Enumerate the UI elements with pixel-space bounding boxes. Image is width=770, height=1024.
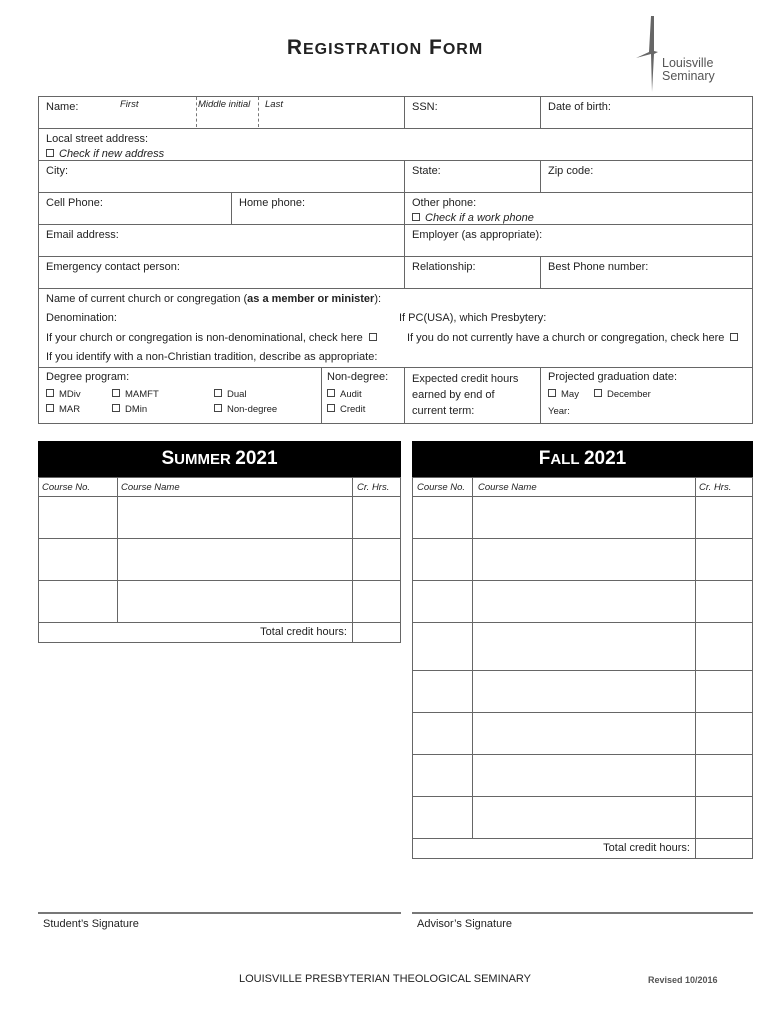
december-option[interactable]: December xyxy=(594,388,651,401)
checkbox[interactable] xyxy=(327,404,335,412)
best-phone-label: Best Phone number: xyxy=(548,261,649,273)
projected-graduation-label: Projected graduation date: xyxy=(548,371,678,383)
work-phone-option[interactable]: Check if a work phone xyxy=(412,212,534,225)
street-label: Local street address: xyxy=(46,133,149,145)
zip-label: Zip code: xyxy=(548,165,594,177)
degree-dual-option[interactable]: Dual xyxy=(214,388,247,401)
summer-col-name: Course Name xyxy=(121,482,180,493)
degree-mdiv-option[interactable]: MDiv xyxy=(46,388,81,401)
degree-mamft-option[interactable]: MAMFT xyxy=(112,388,159,401)
summer-header: SUMMER 2021 xyxy=(38,441,401,477)
degree-dmin-option[interactable]: DMin xyxy=(112,403,147,416)
other-phone-label: Other phone: xyxy=(412,197,477,209)
summer-table xyxy=(38,477,401,643)
nondenominational-option[interactable]: If your church or congregation is non-denominational, check here xyxy=(46,332,382,345)
new-address-checkbox[interactable] xyxy=(46,149,54,157)
may-option[interactable]: May xyxy=(548,388,579,401)
dob-label: Date of birth: xyxy=(548,101,611,113)
degree-mar-option[interactable]: MAR xyxy=(46,403,80,416)
no-church-option[interactable]: If you do not currently have a church or congregation, check here xyxy=(407,332,743,345)
student-signature-label: Student’s Signature xyxy=(43,918,139,930)
home-phone-label: Home phone: xyxy=(239,197,306,209)
employer-label: Employer (as appropriate): xyxy=(412,229,543,241)
no-church-checkbox[interactable] xyxy=(730,333,738,341)
checkbox[interactable] xyxy=(46,404,54,412)
checkbox[interactable] xyxy=(327,389,335,397)
checkbox[interactable] xyxy=(214,404,222,412)
fall-table xyxy=(412,477,753,859)
advisor-signature-label: Advisor’s Signature xyxy=(417,918,512,930)
audit-option[interactable]: Audit xyxy=(327,388,362,401)
relationship-label: Relationship: xyxy=(412,261,476,273)
email-label: Email address: xyxy=(46,229,119,241)
emergency-contact-label: Emergency contact person: xyxy=(46,261,180,273)
fall-col-hrs: Cr. Hrs. xyxy=(699,482,732,493)
church-label: Name of current church or congregation (as a member or minister): xyxy=(46,293,382,305)
fall-col-name: Course Name xyxy=(478,482,537,493)
logo-text: Louisville Seminary xyxy=(662,56,715,83)
first-label: First xyxy=(120,99,139,110)
year-label: Year: xyxy=(548,406,570,417)
page-title: REGISTRATION FORM xyxy=(286,36,484,59)
summer-col-no: Course No. xyxy=(42,482,91,493)
state-label: State: xyxy=(412,165,441,177)
name-label: Name: xyxy=(46,101,79,113)
checkbox[interactable] xyxy=(46,389,54,397)
student-signature-line[interactable] xyxy=(38,912,401,914)
nondenominational-checkbox[interactable] xyxy=(369,333,377,341)
last-label: Last xyxy=(265,99,283,110)
non-christian-label: If you identify with a non-Christian tradition, describe as appropriate: xyxy=(46,351,378,363)
middle-label: Middle initial xyxy=(198,99,251,110)
new-address-option[interactable]: Check if new address xyxy=(46,148,164,161)
checkbox[interactable] xyxy=(112,404,120,412)
checkbox[interactable] xyxy=(112,389,120,397)
revised-date: Revised 10/2016 xyxy=(648,975,718,985)
presbytery-label: If PC(USA), which Presbytery: xyxy=(399,312,547,324)
footer-organization: LOUISVILLE PRESBYTERIAN THEOLOGICAL SEMINARY xyxy=(239,973,531,985)
denomination-label: Denomination: xyxy=(46,312,117,324)
fall-total-label: Total credit hours: xyxy=(603,842,690,854)
checkbox[interactable] xyxy=(548,389,556,397)
advisor-signature-line[interactable] xyxy=(412,912,753,914)
degree-nondegree-option[interactable]: Non-degree xyxy=(214,403,277,416)
expected-credit-label: Expected credit hours earned by end of current term: xyxy=(412,373,519,417)
city-label: City: xyxy=(46,165,68,177)
summer-col-hrs: Cr. Hrs. xyxy=(357,482,390,493)
checkbox[interactable] xyxy=(594,389,602,397)
summer-total-label: Total credit hours: xyxy=(260,626,347,638)
fall-header: FALL 2021 xyxy=(412,441,753,477)
checkbox[interactable] xyxy=(214,389,222,397)
fall-col-no: Course No. xyxy=(417,482,466,493)
ssn-label: SSN: xyxy=(412,101,438,113)
non-degree-label: Non-degree: xyxy=(327,371,389,383)
credit-option[interactable]: Credit xyxy=(327,403,365,416)
degree-program-label: Degree program: xyxy=(46,371,130,383)
cell-phone-label: Cell Phone: xyxy=(46,197,103,209)
work-phone-checkbox[interactable] xyxy=(412,213,420,221)
